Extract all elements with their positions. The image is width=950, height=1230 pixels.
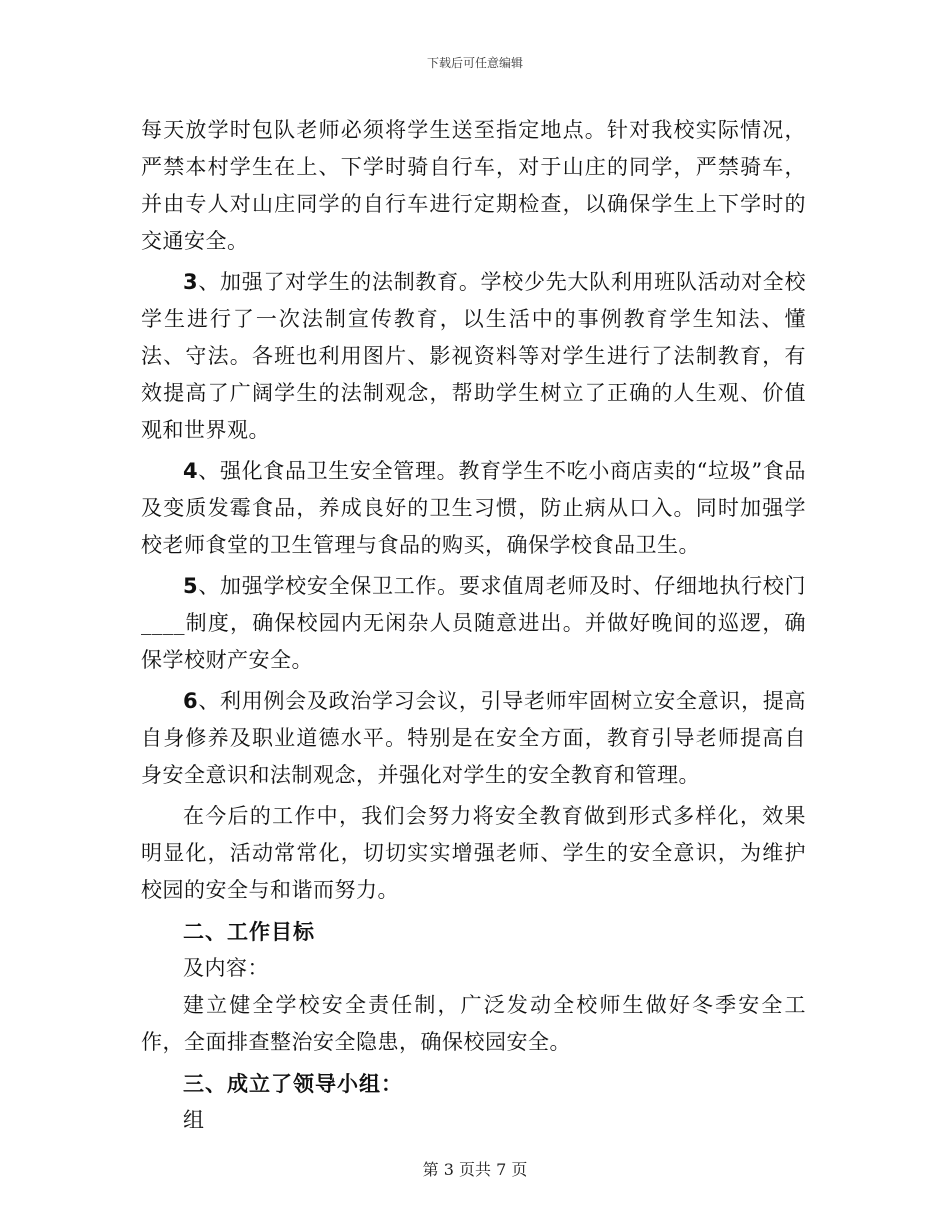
- paragraph-text: 、加强学校安全保卫工作。要求值周老师及时、仔细地执行校门____制度，确保校园内无闲杂人员随意进出。并做好晚间的巡逻，确保学校财产安全。: [141, 574, 806, 672]
- paragraph-future-work: 在今后的工作中，我们会努力将安全教育做到形式多样化，效果明显化，活动常常化，切切实实增强老师、学生的安全意识，为维护校园的安全与和谐而努力。: [141, 804, 806, 902]
- section-line: 组: [183, 1108, 205, 1132]
- section-heading-goals: 二、工作目标: [183, 919, 315, 944]
- paragraph-text: 、加强了对学生的法制教育。学校少先大队利用班队活动对全校学生进行了一次法制宣传教育，以生活中的事例教育学生知法、懂法、守法。各班也利用图片、影视资料等对学生进行了法制教育，有效提高了广阔学生的法制观念，帮助学生树立了正确的人生观、价值观和世界观。: [141, 270, 806, 442]
- page-footer: 第 3 页共 7 页: [422, 1160, 528, 1179]
- paragraph-goals: 建立健全学校安全责任制，广泛发动全校师生做好冬季安全工作，全面排查整治安全隐患，确保校园安全。: [141, 993, 806, 1054]
- paragraph-food-safety: [141, 453, 806, 564]
- item-number: 4: [183, 459, 199, 483]
- paragraph-text: 、利用例会及政治学习会议，引导老师牢固树立安全意识，提高自身修养及职业道德水平。特别是在安全方面，教育引导老师提高自身安全意识和法制观念，并强化对学生的安全教育和管理。: [141, 689, 806, 787]
- document-body: [141, 112, 806, 1139]
- paragraph-legal-education: [141, 264, 806, 449]
- page-header: 下载后可任意编辑: [426, 56, 523, 70]
- item-number: 5: [183, 574, 199, 598]
- paragraph-teacher-awareness: [141, 683, 806, 794]
- section-subtitle: 及内容：: [183, 956, 269, 980]
- paragraph-traffic-safety: 每天放学时包队老师必须将学生送至指定地点。针对我校实际情况，严禁本村学生在上、下学时骑自行车，对于山庄的同学，严禁骑车，并由专人对山庄同学的自行车进行定期检查，以确保学生上下学时的交通安全。: [141, 118, 806, 253]
- item-number: 3: [183, 270, 199, 294]
- item-number: 6: [183, 689, 199, 713]
- paragraph-security: [141, 568, 806, 679]
- section-heading-leadership: 三、成立了领导小组：: [183, 1071, 403, 1096]
- paragraph-text: 、强化食品卫生安全管理。教育学生不吃小商店卖的“垃圾”食品及变质发霉食品，养成良好的卫生习惯，防止病从口入。同时加强学校老师食堂的卫生管理与食品的购买，确保学校食品卫生。: [141, 459, 806, 557]
